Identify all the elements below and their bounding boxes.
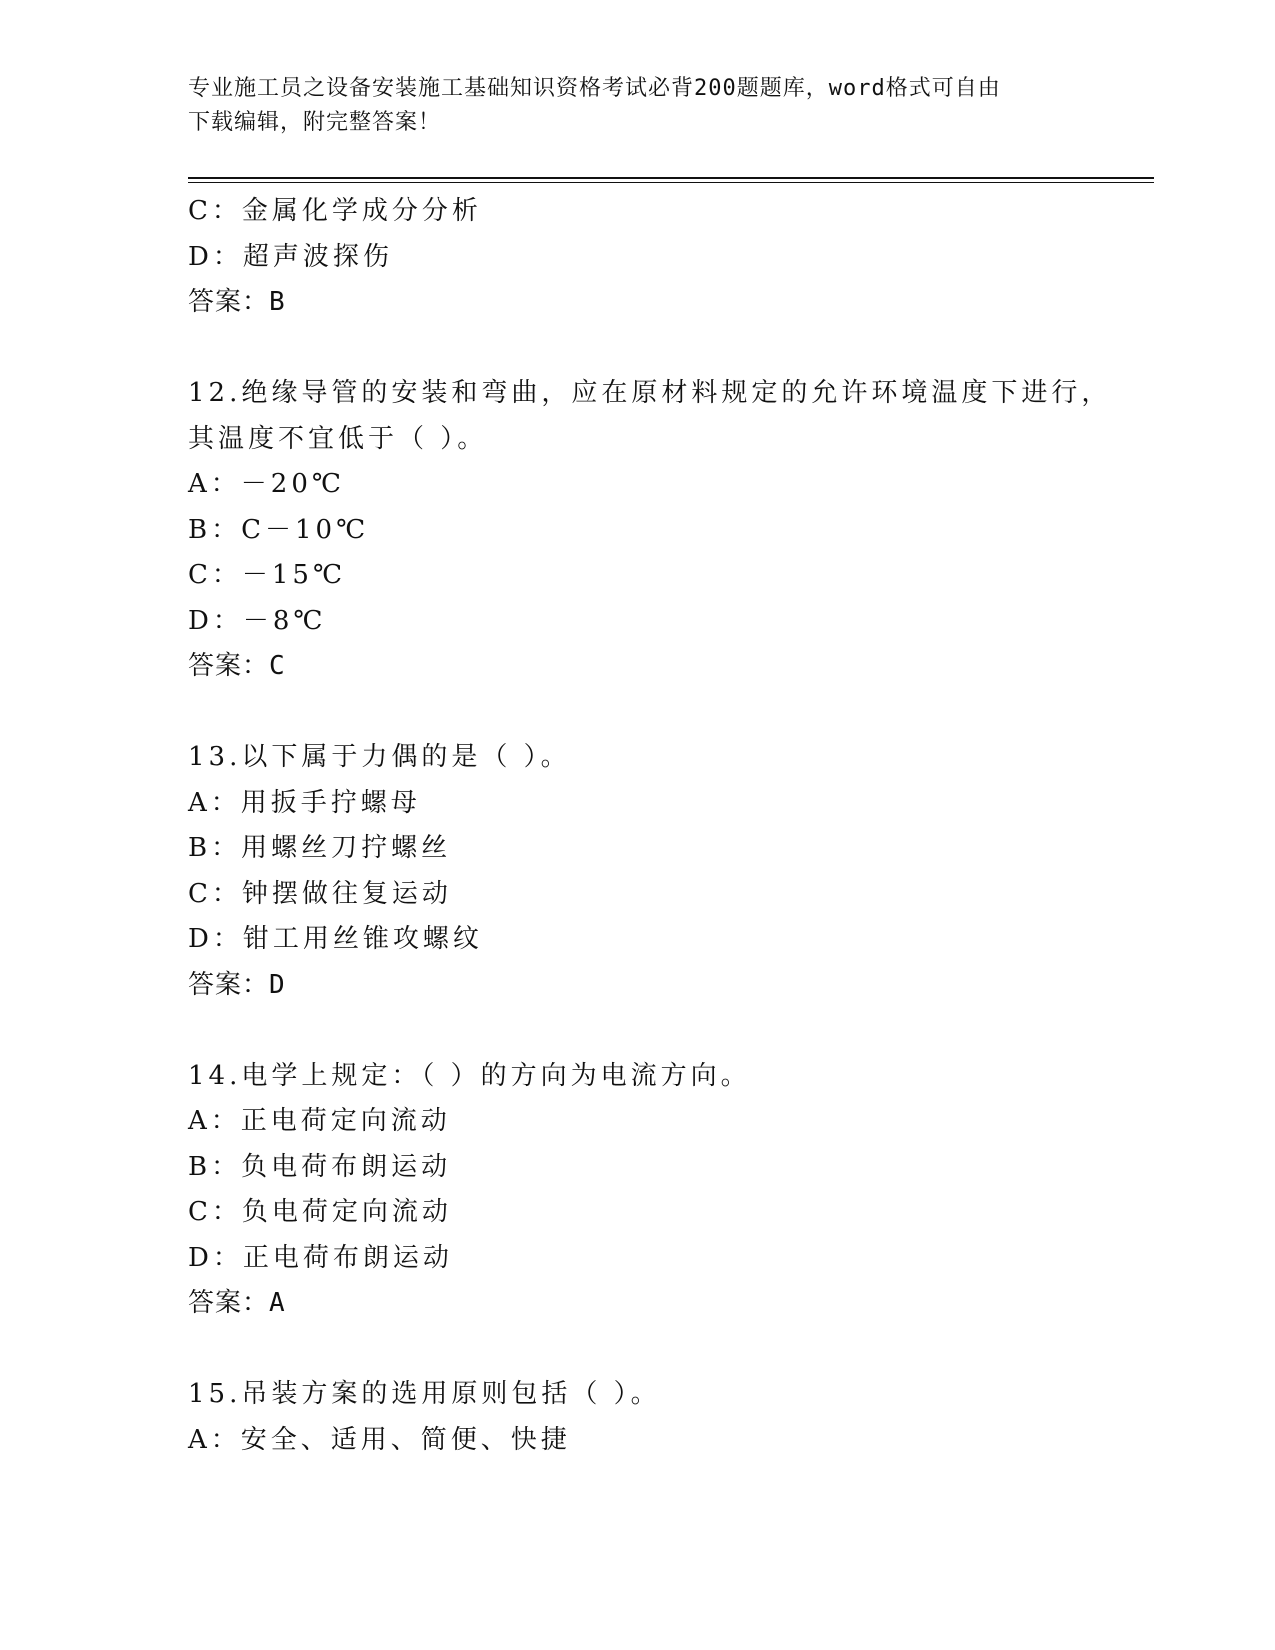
question-15 [188,1372,1128,1463]
answer: 答案：D [188,969,286,1000]
option-a: A：安全、适用、简便、快捷 [188,1424,571,1455]
option-c: C：－15℃ [188,560,347,590]
question-12 [188,371,1128,690]
question-11-continued [188,189,1128,326]
answer: 答案：C [188,651,286,681]
option-c: C：钟摆做往复运动 [188,878,452,909]
question-list [188,189,1128,1463]
question-14 [188,1054,1128,1327]
option-b: B：C－10℃ [188,514,370,545]
answer: 答案：A [188,1288,286,1318]
option-c: C：负电荷定向流动 [188,1197,452,1227]
header-rule-thin [188,182,1154,183]
question-title: 15.吊装方案的选用原则包括（ ）。 [188,1379,661,1409]
option-d: D：正电荷布朗运动 [188,1242,453,1273]
option-b: B：用螺丝刀拧螺丝 [188,833,452,863]
spacer [188,1327,1128,1373]
option-d: D：－8℃ [188,605,327,636]
document-header [188,72,1088,140]
spacer [188,690,1128,736]
question-title: 13.以下属于力偶的是（ ）。 [188,742,571,772]
option-a: A：用扳手拧螺母 [188,787,421,818]
option-a: A：正电荷定向流动 [188,1106,451,1136]
option-d: D：钳工用丝锥攻螺纹 [188,924,483,954]
option-a: A：－20℃ [188,469,345,499]
spacer [188,326,1128,372]
question-title: 12.绝缘导管的安装和弯曲，应在原材料规定的允许环境温度下进行，其温度不宜低于（ ）。 [188,378,1112,454]
header-rule-thick [188,177,1154,179]
option-b: B：负电荷布朗运动 [188,1151,452,1182]
answer: 答案：B [188,287,286,317]
header-line-1: 专业施工员之设备安装施工基础知识资格考试必背200题题库，word格式可自由 [188,76,1001,101]
option-d: D：超声波探伤 [188,241,393,272]
question-title: 14.电学上规定：（ ）的方向为电流方向。 [188,1060,751,1091]
question-13 [188,735,1128,1008]
header-line-2: 下载编辑，附完整答案！ [188,110,442,135]
option-c: C：金属化学成分分析 [188,196,482,226]
spacer [188,1008,1128,1054]
